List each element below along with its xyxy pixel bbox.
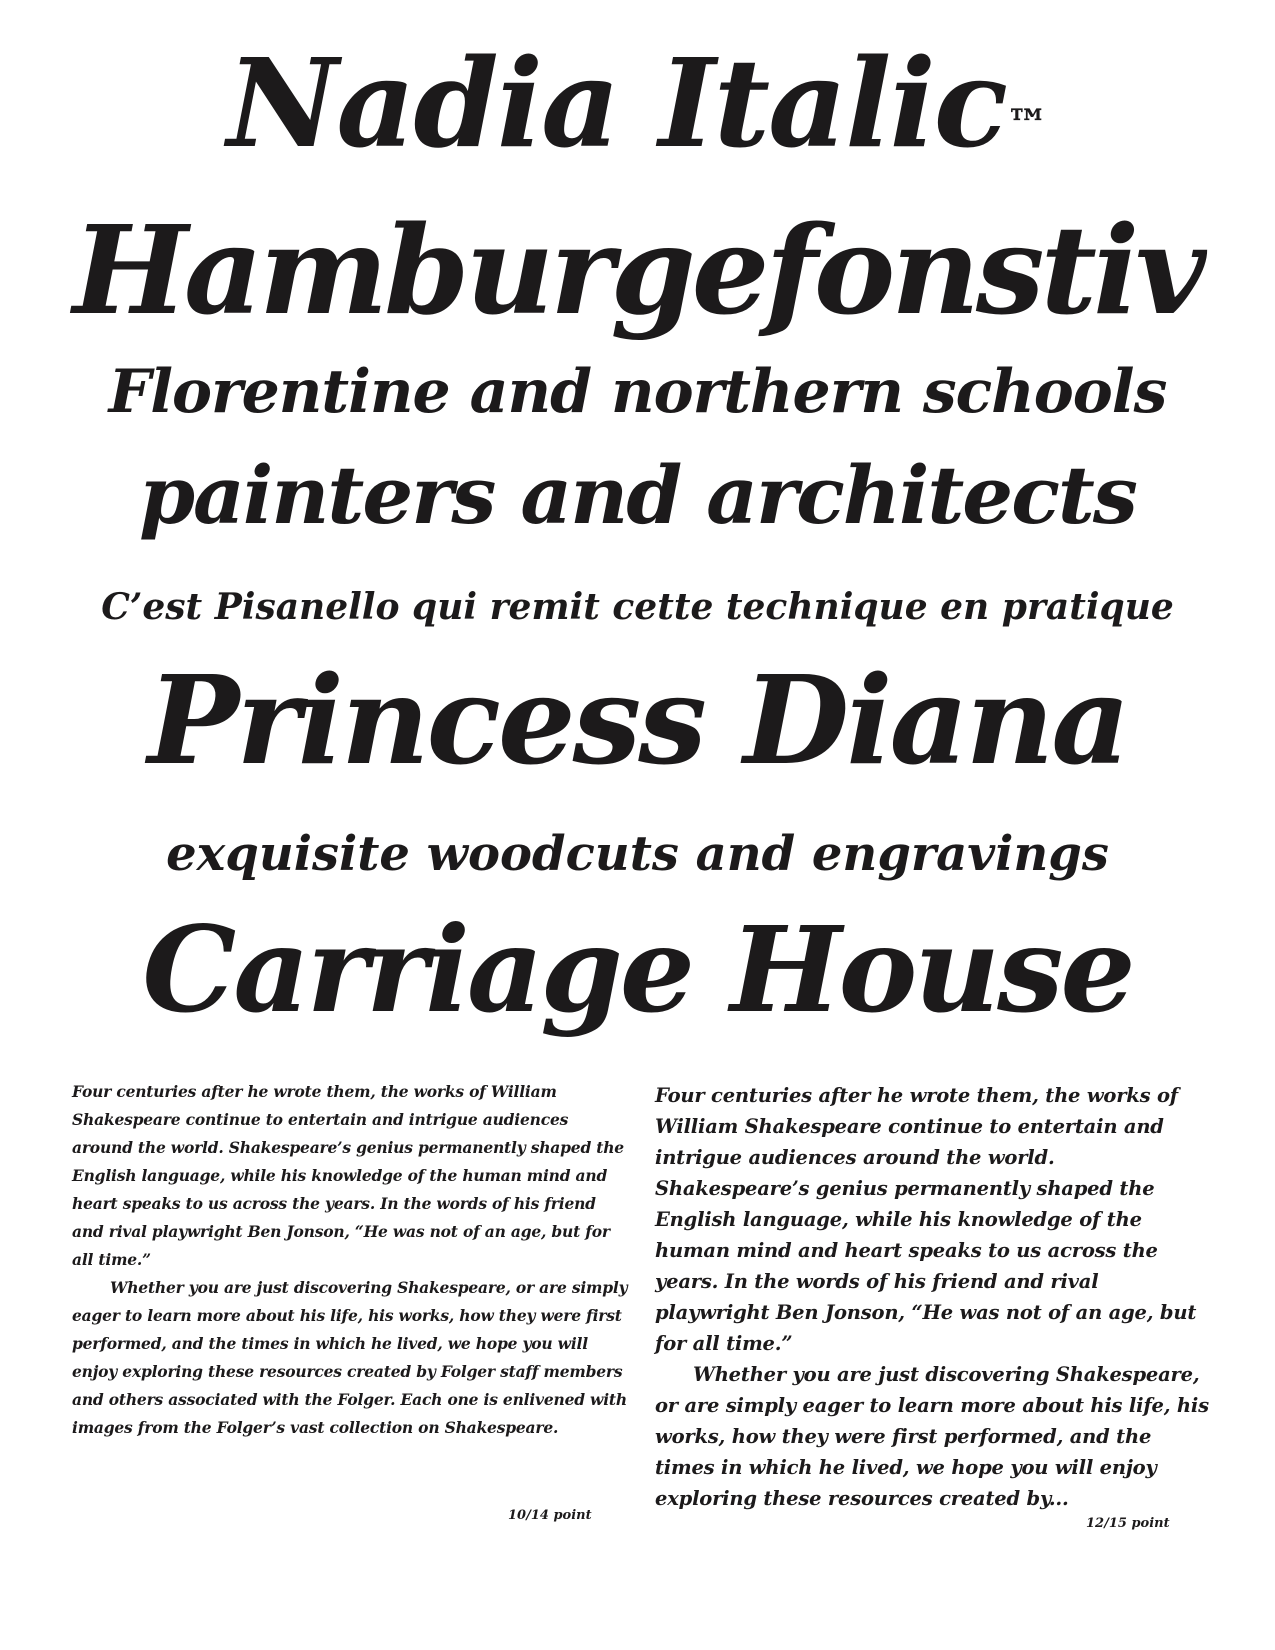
text-sample-left-paragraph-1: Four centuries after he wrote them, the works of William Shakespeare continue to entertain and intrigue audiences around the world. Shakespeare’s genius permanently shaped the English language, while his knowledge of the human mind and heart speaks to us across the years. In the words of his friend and rival playwright Ben Jonson, “He was not of an age, but for all time.” <box>72 1082 624 1269</box>
specimen-line-carriage-house: Carriage House <box>142 900 1133 1039</box>
text-sample-10-14 <box>72 1078 632 1442</box>
text-sample-left-paragraph-2: Whether you are just discovering Shakespeare, or are simply eager to learn more about his life, his works, how they were first performed, and the times in which he lived, we hope you will enjoy exploring these resources created by Folger staff members and others associated with the Folger. Each one is enlivened with images from the Folger’s vast collection on Shakespeare. <box>72 1278 628 1437</box>
trademark-symbol: ™ <box>1006 100 1049 149</box>
specimen-line-woodcuts: exquisite woodcuts and engravings <box>166 826 1109 882</box>
size-label-12-15: 12/15 point <box>1086 1516 1170 1531</box>
specimen-line-pisanello: C’est Pisanello qui remit cette technique en pratique <box>101 586 1174 628</box>
text-sample-right-paragraph-2: Whether you are just discovering Shakespeare, or are simply eager to learn more about his life, his works, how they were first performed, and the times in which he lived, we hope you will enjoy exploring these resources created by... <box>655 1363 1209 1510</box>
specimen-title <box>0 28 1275 178</box>
specimen-line-florentine: Florentine and northern schools <box>108 357 1167 427</box>
text-sample-12-15 <box>655 1080 1215 1514</box>
specimen-title-text: Nadia Italic <box>226 31 1007 175</box>
size-label-10-14: 10/14 point <box>508 1508 592 1523</box>
specimen-line-hamburgefonstiv: Hamburgefonstiv <box>72 198 1203 342</box>
specimen-line-princess-diana: Princess Diana <box>147 648 1128 792</box>
text-sample-right-paragraph-1: Four centuries after he wrote them, the works of William Shakespeare continue to entertain and intrigue audiences around the world. Shakespeare’s genius permanently shaped the English language, while his knowledge of the human mind and heart speaks to us across the years. In the words of his friend and rival playwright Ben Jonson, “He was not of an age, but for all time.” <box>655 1084 1197 1355</box>
specimen-line-painters: painters and architects <box>139 448 1136 542</box>
